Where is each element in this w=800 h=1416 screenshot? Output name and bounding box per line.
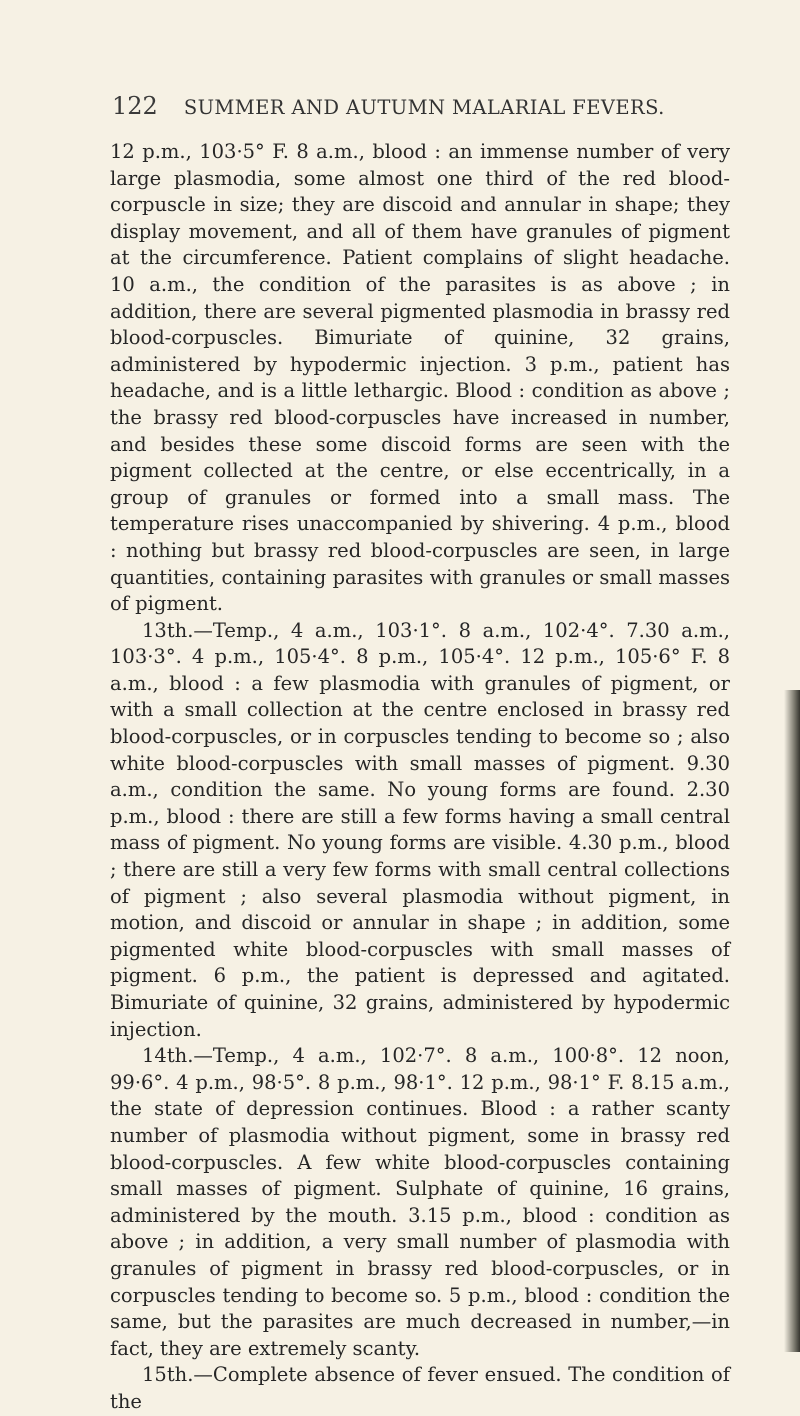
paragraph-14th: 14th.—Temp., 4 a.m., 102·7°. 8 a.m., 100·8°. 12 noon, 99·6°. 4 p.m., 98·5°. 8 p.m., 98·1°. 12 p.m., 98·1° F. 8.15 a.m., the state of depression continues. Blood : a rather scanty number of plasmodia without pigment, some in brassy red blood-corpuscles. A few white blood-corpuscles containing small masses of pigment. Sulphate of quinine, 16 grains, administered by the mouth. 3.15 p.m., blood : condition as above ; in addition, a very small number of plasmodia with granules of pigment in brassy red blood-corpuscles, or in corpuscles tending to become so. 5 p.m., blood : condition the same, but the parasites are much decreased in number,—in fact, they are extremely scanty. [110, 1044, 730, 1360]
page-edge-shadow [784, 690, 800, 1352]
page-header [112, 92, 712, 122]
page-number: 122 [112, 92, 158, 120]
paragraph-12th-continued: 12 p.m., 103·5° F. 8 a.m., blood : an immense number of very large plasmodia, some almost one third of the red blood-corpuscle in size; they are discoid and annular in shape; they display movement, and all of them have granules of pigment at the circumference. Patient complains of slight headache. 10 a.m., the condition of the parasites is as above ; in addition, there are several pigmented plasmodia in brassy red blood-corpuscles. Bimuriate of quinine, 32 grains, administered by hypodermic injection. 3 p.m., patient has headache, and is a little lethargic. Blood : condition as above ; the brassy red blood-corpuscles have increased in number, and besides these some discoid forms are seen with the pigment collected at the centre, or else eccentrically, in a group of granules or formed into a small mass. The temperature rises unaccompanied by shivering. 4 p.m., blood : nothing but brassy red blood-corpuscles are seen, in large quantities, containing parasites with granules or small masses of pigment. [110, 140, 730, 616]
body-text [110, 139, 730, 1416]
running-head: SUMMER AND AUTUMN MALARIAL FEVERS. [183, 96, 665, 119]
paragraph-13th: 13th.—Temp., 4 a.m., 103·1°. 8 a.m., 102·4°. 7.30 a.m., 103·3°. 4 p.m., 105·4°. 8 p.m., 105·4°. 12 p.m., 105·6° F. 8 a.m., blood : a few plasmodia with granules of pigment, or with a small collection at the centre enclosed in brassy red blood-corpuscles, or in corpuscles tending to become so ; also white blood-corpuscles with small masses of pigment. 9.30 a.m., condition the same. No young forms are found. 2.30 p.m., blood : there are still a few forms having a small central mass of pigment. No young forms are visible. 4.30 p.m., blood ; there are still a very few forms with small central collections of pigment ; also several plasmodia without pigment, in motion, and discoid or annular in shape ; in addition, some pigmented white blood-corpuscles with small masses of pigment. 6 p.m., the patient is depressed and agitated. Bimuriate of quinine, 32 grains, administered by hypodermic injection. [110, 618, 730, 1041]
paragraph-15th: 15th.—Complete absence of fever ensued. The condition of the [110, 1363, 730, 1413]
